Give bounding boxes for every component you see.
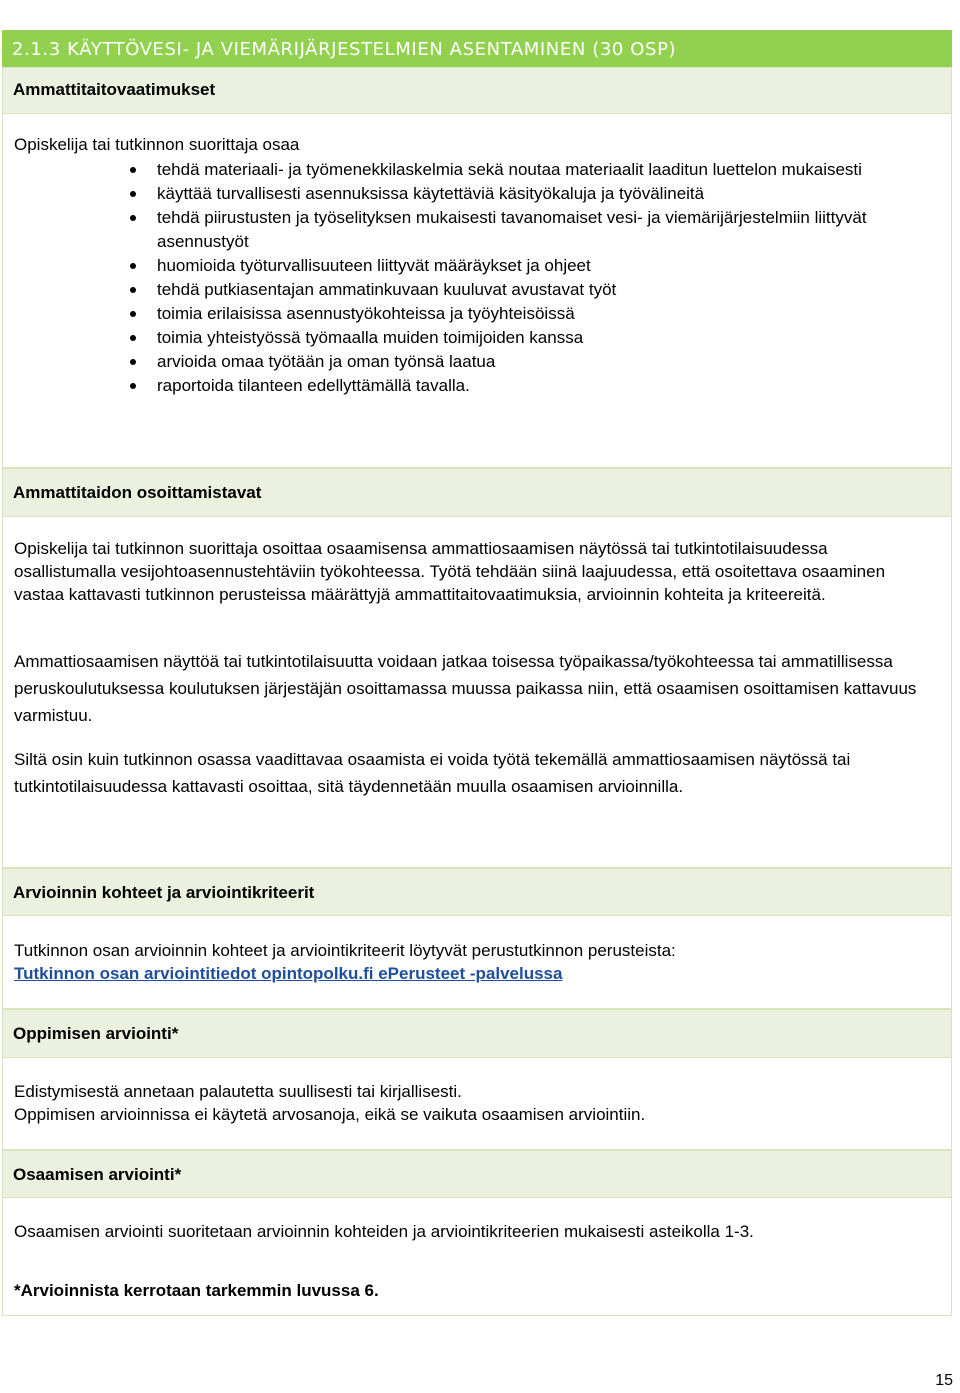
bullet-icon [130,359,136,365]
list-item: käyttää turvallisesti asennuksissa käytettäviä käsityökaluja ja työvälineitä [157,182,917,206]
body-ammattitaitovaatimukset [2,114,952,468]
paragraph: Edistymisestä annetaan palautetta suullisesti tai kirjallisesti. [14,1082,462,1101]
paragraph: Opiskelija tai tutkinnon suorittaja osoittaa osaamisensa ammattiosaamisen näytössä tai tutkintotilaisuudessa osallistumalla vesijohtoasennustehtäviin työkohteessa. Työtä tehdään siinä laajuudessa, että osoitettava osaaminen vastaa kattavasti tutkinnon perusteissa määrättyjä ammattitaitovaatimuksia, arvioinnin kohteita ja kriteereitä. [14,539,886,604]
heading-osoittamistavat: Ammattitaidon osoittamistavat [2,468,952,517]
heading-osaamisen-arviointi: Osaamisen arviointi* [2,1150,952,1198]
list-item: tehdä materiaali- ja työmenekkilaskelmia sekä noutaa materiaalit laaditun luettelon mukaisesti [157,158,917,182]
link-wrapper [14,962,934,985]
section-title: 2.1.3 KÄYTTÖVESI- JA VIEMÄRIJÄRJESTELMIEN ASENTAMINEN (30 OSP) [2,30,952,67]
list-item: arvioida omaa työtään ja oman työnsä laatua [157,350,917,374]
paragraph: Oppimisen arvioinnissa ei käytetä arvosanoja, eikä se vaikuta osaamisen arviointiin. [14,1105,646,1124]
paragraph: Osaamisen arviointi suoritetaan arvioinnin kohteiden ja arviointikriteerien mukaisesti asteikolla 1-3. [14,1222,754,1241]
bullet-icon [130,383,136,389]
heading-oppimisen-arviointi: Oppimisen arviointi* [2,1009,952,1058]
paragraph: Tutkinnon osan arvioinnin kohteet ja arviointikriteerit löytyvät perustutkinnon perusteista: [14,941,676,960]
list-item: huomioida työturvallisuuteen liittyvät määräykset ja ohjeet [157,254,917,278]
body-osaamisen-arviointi [2,1198,952,1316]
list-item: tehdä putkiasentajan ammatinkuvaan kuuluvat avustavat työt [157,278,917,302]
bullet-icon [130,191,136,197]
bullet-icon [130,167,136,173]
list-item: raportoida tilanteen edellyttämällä tavalla. [157,374,917,398]
bullet-icon [130,311,136,317]
heading-ammattitaitovaatimukset: Ammattitaitovaatimukset [2,67,952,114]
body-kriteerit [2,916,952,1009]
bullet-icon [130,287,136,293]
list-item: toimia erilaisissa asennustyökohteissa ja työyhteisöissä [157,302,917,326]
bullet-icon [130,215,136,221]
heading-kriteerit: Arvioinnin kohteet ja arviointikriteerit [2,868,952,916]
page-number: 15 [935,1372,953,1389]
paragraph: Siltä osin kuin tutkinnon osassa vaadittavaa osaamista ei voida työtä tekemällä ammattiosaamisen näytössä tai tutkintotilaisuudessa kattavasti osoittaa, sitä täydennetään muulla osaamisen arvioinnilla. [14,750,851,796]
paragraph: Ammattiosaamisen näyttöä tai tutkintotilaisuutta voidaan jatkaa toisessa työpaikassa/työkohteessa tai ammatillisessa peruskoulutuksessa koulutuksen järjestäjän osoittamassa muussa paikassa niin, että osaamisen osoittamisen kattavuus varmistuu. [14,652,917,725]
requirements-list [157,158,917,398]
eperusteet-link[interactable]: Tutkinnon osan arviointitiedot opintopolku.fi ePerusteet -palvelussa [14,964,563,983]
bullet-icon [130,263,136,269]
list-item: tehdä piirustusten ja työselityksen mukaisesti tavanomaiset vesi- ja viemärijärjestelmiin liittyvät asennustyöt [157,206,917,254]
body-oppimisen-arviointi [2,1058,952,1150]
bullet-icon [130,335,136,341]
list-item: toimia yhteistyössä työmaalla muiden toimijoiden kanssa [157,326,917,350]
intro-text: Opiskelija tai tutkinnon suorittaja osaa [14,135,300,154]
footnote: *Arvioinnista kerrotaan tarkemmin luvussa 6. [14,1281,379,1300]
body-osoittamistavat [2,517,952,868]
